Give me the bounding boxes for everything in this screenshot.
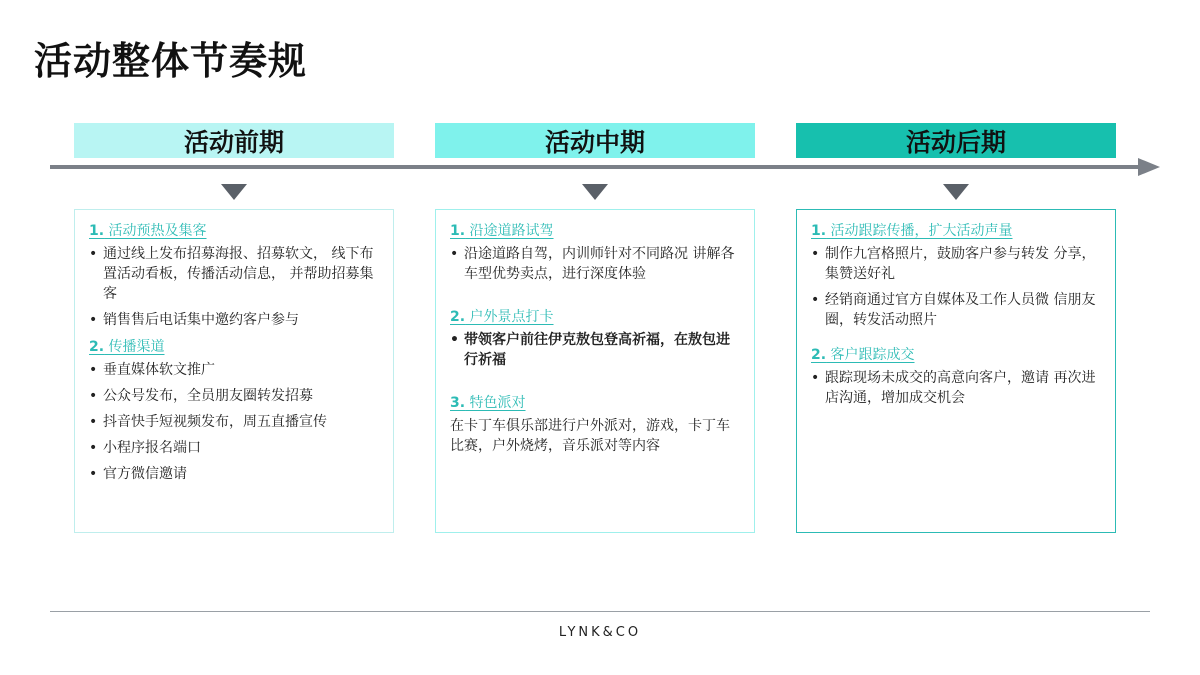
section-paragraph: 在卡丁车俱乐部进行户外派对，游戏，卡丁车比赛，户外烧烤，音乐派对等内容 xyxy=(450,418,730,454)
down-triangle-icon xyxy=(221,184,247,200)
section-title xyxy=(450,220,742,240)
list-item: • 带领客户前往伊克敖包登高祈福，在敖包进行祈福 xyxy=(450,330,742,370)
section-title xyxy=(450,306,742,326)
section-title-text: 特色派对 xyxy=(469,395,526,411)
list-item: • 公众号发布，全员朋友圈转发招募 xyxy=(89,386,381,406)
section-title-text: 户外景点打卡 xyxy=(469,309,554,325)
phase-header-mid xyxy=(435,123,755,158)
card-post-phase xyxy=(796,209,1116,533)
section-number: 2. xyxy=(811,347,827,363)
phase-label: 活动后期 xyxy=(905,127,1006,157)
list-item: • 制作九宫格照片，鼓励客户参与转发 分享，集赞送好礼 xyxy=(811,244,1103,284)
section-number: 2. xyxy=(450,309,466,325)
section-title-text: 活动跟踪传播，扩大活动声量 xyxy=(830,223,1013,239)
section-title xyxy=(811,344,1103,364)
card-pre-phase xyxy=(74,209,394,533)
section-number: 1. xyxy=(811,223,827,239)
section-number: 1. xyxy=(89,223,105,239)
brand-logo: LYNK&CO xyxy=(558,625,642,640)
section-title-text: 客户跟踪成交 xyxy=(830,347,915,363)
section-title xyxy=(89,220,381,240)
timeline-arrow-icon xyxy=(1138,158,1160,176)
down-triangle-icon xyxy=(943,184,969,200)
phase-header-pre xyxy=(74,123,394,158)
section-number: 2. xyxy=(89,339,105,355)
bullet-list xyxy=(89,360,381,484)
list-item: • 经销商通过官方自媒体及工作人员微 信朋友圈，转发活动照片 xyxy=(811,290,1103,330)
card-mid-phase xyxy=(435,209,755,533)
phase-header-post xyxy=(796,123,1116,158)
list-item: • 垂直媒体软文推广 xyxy=(89,360,381,380)
section-title xyxy=(450,392,742,412)
section-title xyxy=(811,220,1103,240)
list-item: • 沿途道路自驾，内训师针对不同路况 讲解各车型优势卖点，进行深度体验 xyxy=(450,244,742,284)
list-item: • 通过线上发布招募海报、招募软文， 线下布置活动看板，传播活动信息， 并帮助招募集客 xyxy=(89,244,381,304)
list-item: • 官方微信邀请 xyxy=(89,464,381,484)
section-number: 3. xyxy=(450,395,466,411)
section-number: 1. xyxy=(450,223,466,239)
page-title: 活动整体节奏规 xyxy=(34,39,308,83)
bullet-list xyxy=(89,244,381,330)
list-item: • 小程序报名端口 xyxy=(89,438,381,458)
section-title-text: 传播渠道 xyxy=(108,339,165,355)
section-title-text: 沿途道路试驾 xyxy=(469,223,554,239)
bullet-list xyxy=(450,330,742,370)
phase-label: 活动中期 xyxy=(544,127,645,157)
list-item: • 抖音快手短视频发布，周五直播宣传 xyxy=(89,412,381,432)
bullet-list xyxy=(450,244,742,284)
phase-label: 活动前期 xyxy=(183,127,284,157)
section-title xyxy=(89,336,381,356)
list-item: • 跟踪现场未成交的高意向客户，邀请 再次进店沟通，增加成交机会 xyxy=(811,368,1103,408)
bullet-list xyxy=(811,244,1103,330)
bullet-list xyxy=(811,368,1103,408)
list-item: • 销售售后电话集中邀约客户参与 xyxy=(89,310,381,330)
section-title-text: 活动预热及集客 xyxy=(108,223,207,239)
footer-divider xyxy=(50,611,1150,612)
timeline-axis xyxy=(50,165,1142,169)
down-triangle-icon xyxy=(582,184,608,200)
